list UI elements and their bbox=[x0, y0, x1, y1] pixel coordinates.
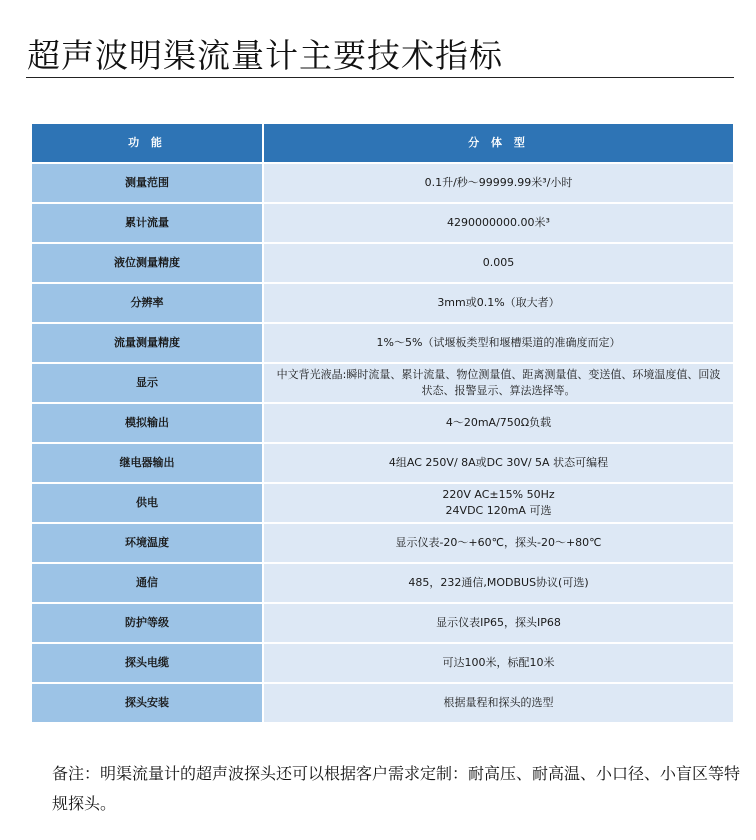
row-value: 显示仪表IP65，探头IP68 bbox=[263, 603, 734, 643]
row-value bbox=[263, 363, 734, 403]
table-row bbox=[31, 363, 734, 403]
row-value: 0.1升/秒～99999.99米³/小时 bbox=[263, 163, 734, 203]
row-label: 模拟输出 bbox=[31, 403, 263, 443]
row-label: 通信 bbox=[31, 563, 263, 603]
spec-table bbox=[30, 122, 735, 724]
row-value-line: 中文背光液晶:瞬时流量、累计流量、物位测量值、距离测量值、变送值、环境温度值、回波 bbox=[276, 368, 721, 381]
row-label: 探头安装 bbox=[31, 683, 263, 723]
row-label: 继电器输出 bbox=[31, 443, 263, 483]
row-value-line: 220V AC±15% 50Hz bbox=[442, 488, 555, 501]
row-value: 1%～5%（试堰板类型和堰槽渠道的准确度而定） bbox=[263, 323, 734, 363]
row-value: 可达100米，标配10米 bbox=[263, 643, 734, 683]
row-label: 流量测量精度 bbox=[31, 323, 263, 363]
row-value: 3mm或0.1%（取大者） bbox=[263, 283, 734, 323]
table-row bbox=[31, 443, 734, 483]
table-row bbox=[31, 523, 734, 563]
row-value: 485，232通信,MODBUS协议(可选) bbox=[263, 563, 734, 603]
row-label: 防护等级 bbox=[31, 603, 263, 643]
header-function: 功 能 bbox=[31, 123, 263, 163]
row-value-line: 状态、报警显示、算法选择等。 bbox=[421, 384, 576, 397]
table-row bbox=[31, 403, 734, 443]
row-label: 液位测量精度 bbox=[31, 243, 263, 283]
row-label: 探头电缆 bbox=[31, 643, 263, 683]
table-row bbox=[31, 323, 734, 363]
row-label: 显示 bbox=[31, 363, 263, 403]
page-title: 超声波明渠流量计主要技术指标 bbox=[27, 36, 503, 75]
row-value: 4290000000.00米³ bbox=[263, 203, 734, 243]
table-row bbox=[31, 483, 734, 523]
row-value: 根据量程和探头的选型 bbox=[263, 683, 734, 723]
row-label: 分辨率 bbox=[31, 283, 263, 323]
footnote: 备注：明渠流量计的超声波探头还可以根据客户需求定制：耐高压、耐高温、小口径、小盲区等特规探头。 bbox=[52, 764, 741, 813]
row-value: 0.005 bbox=[263, 243, 734, 283]
table-row bbox=[31, 643, 734, 683]
table-row bbox=[31, 163, 734, 203]
row-label: 测量范围 bbox=[31, 163, 263, 203]
row-value: 4组AC 250V/ 8A或DC 30V/ 5A 状态可编程 bbox=[263, 443, 734, 483]
table-row bbox=[31, 563, 734, 603]
row-label: 供电 bbox=[31, 483, 263, 523]
table-row bbox=[31, 683, 734, 723]
table-row bbox=[31, 603, 734, 643]
row-label: 环境温度 bbox=[31, 523, 263, 563]
row-label: 累计流量 bbox=[31, 203, 263, 243]
table-row bbox=[31, 203, 734, 243]
row-value-line: 24VDC 120mA 可选 bbox=[445, 504, 552, 517]
title-underline bbox=[26, 77, 734, 78]
row-value: 显示仪表-20～+60℃，探头-20～+80℃ bbox=[263, 523, 734, 563]
header-split-type: 分 体 型 bbox=[263, 123, 734, 163]
table-row bbox=[31, 243, 734, 283]
table-header-row bbox=[31, 123, 734, 163]
row-value: 4～20mA/750Ω负载 bbox=[263, 403, 734, 443]
table-row bbox=[31, 283, 734, 323]
row-value bbox=[263, 483, 734, 523]
